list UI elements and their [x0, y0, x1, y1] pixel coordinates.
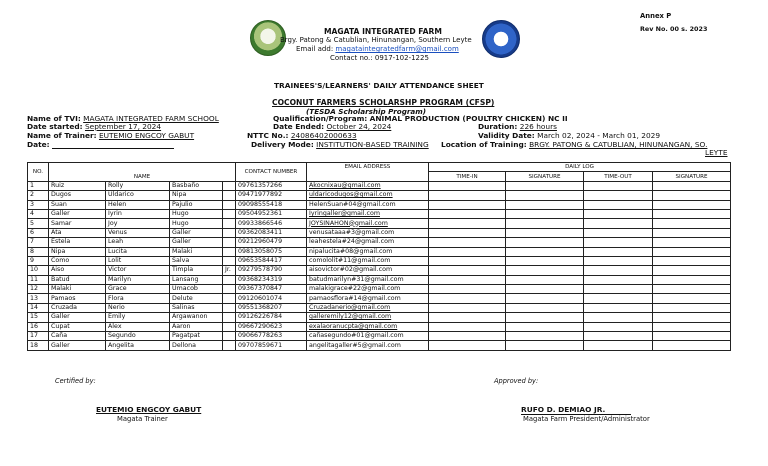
email-address: angelitagaller#5@gmail.com — [307, 341, 429, 350]
header-name: NAME — [49, 163, 236, 182]
table-row — [28, 332, 731, 341]
table-row — [28, 191, 731, 200]
last-name: Caña — [49, 332, 106, 341]
signature-in-cell[interactable] — [506, 341, 584, 350]
contact-number: 09126226784 — [236, 313, 307, 322]
time-in-cell[interactable] — [429, 200, 506, 209]
contact-number: 09551368207 — [236, 303, 307, 312]
signature-out-cell[interactable] — [653, 238, 731, 247]
qualification-label: Qualification/Program: — [273, 114, 368, 123]
contact-number: 09098555418 — [236, 200, 307, 209]
row-number: 10 — [28, 266, 49, 275]
name-suffix — [223, 256, 236, 265]
middle-name: Galler — [170, 238, 223, 247]
delivery-row — [251, 141, 429, 149]
location-value-cont: LEYTE — [705, 148, 728, 157]
name-suffix — [223, 275, 236, 284]
email-address: comololit#11@gmail.com — [307, 256, 429, 265]
first-name: Rolly — [106, 181, 170, 190]
table-row — [28, 285, 731, 294]
signature-out-cell[interactable] — [653, 285, 731, 294]
middle-name: Timpla — [170, 266, 223, 275]
signature-out-cell[interactable] — [653, 181, 731, 190]
first-name: Leah — [106, 238, 170, 247]
table-row — [28, 256, 731, 265]
signature-in-cell[interactable] — [506, 303, 584, 312]
validity-label: Validity Date: — [478, 131, 535, 140]
email-address: malakigrace#22@gmail.com — [307, 285, 429, 294]
last-name: Pamaos — [49, 294, 106, 303]
time-in-cell[interactable] — [429, 303, 506, 312]
email-address: JOYSINAHON@gmail.com — [307, 219, 429, 228]
time-out-cell[interactable] — [584, 341, 653, 350]
email-address: HelenSuan#04@gmail.com — [307, 200, 429, 209]
middle-name: Hugo — [170, 219, 223, 228]
first-name: Emily — [106, 313, 170, 322]
last-name: Como — [49, 256, 106, 265]
table-row — [28, 209, 731, 218]
time-out-cell[interactable] — [584, 332, 653, 341]
time-in-cell[interactable] — [429, 181, 506, 190]
name-suffix — [223, 313, 236, 322]
signature-out-cell[interactable] — [653, 266, 731, 275]
time-in-cell[interactable] — [429, 285, 506, 294]
trainer-value: EUTEMIO ENGCOY GABUT — [98, 131, 195, 140]
signature-in-cell[interactable] — [506, 322, 584, 331]
first-name: Uldarico — [106, 191, 170, 200]
row-number: 9 — [28, 256, 49, 265]
nttc-row — [247, 132, 357, 140]
location-value: BRGY. PATONG & CATUBLIAN, HINUNANGAN, SO. — [529, 140, 708, 149]
delivery-label: Delivery Mode: — [251, 140, 314, 149]
name-suffix — [223, 247, 236, 256]
tvi-value: MAGATA INTEGRATED FARM SCHOOL — [83, 114, 219, 123]
contact-number: 09761357266 — [236, 181, 307, 190]
row-number: 2 — [28, 191, 49, 200]
date-started-row — [27, 123, 161, 131]
signature-in-cell[interactable] — [506, 238, 584, 247]
time-in-cell[interactable] — [429, 294, 506, 303]
time-out-cell[interactable] — [584, 285, 653, 294]
email-address: leahestela#24@gmail.com — [307, 238, 429, 247]
time-in-cell[interactable] — [429, 228, 506, 237]
middle-name: Argawanon — [170, 313, 223, 322]
signature-out-cell[interactable] — [653, 219, 731, 228]
signature-out-cell[interactable] — [653, 303, 731, 312]
first-name: Lucita — [106, 247, 170, 256]
time-in-cell[interactable] — [429, 238, 506, 247]
time-in-cell[interactable] — [429, 266, 506, 275]
approver-title: Magata Farm President/Administrator — [523, 415, 650, 423]
date-started-value: September 17, 2024 — [84, 122, 162, 131]
validity-value: March 02, 2024 - March 01, 2029 — [537, 131, 661, 140]
first-name: Joy — [106, 219, 170, 228]
first-name: Alex — [106, 322, 170, 331]
time-in-cell[interactable] — [429, 219, 506, 228]
table-row — [28, 200, 731, 209]
table-row — [28, 294, 731, 303]
row-number: 18 — [28, 341, 49, 350]
last-name: Cruzada — [49, 303, 106, 312]
sheet-title: TRAINEES'S/LEARNERS' DAILY ATTENDANCE SHEET — [274, 81, 484, 90]
middle-name: Lansang — [170, 275, 223, 284]
annex-label: Annex P — [640, 12, 672, 20]
contact-number: 09667290623 — [236, 322, 307, 331]
middle-name: Salinas — [170, 303, 223, 312]
middle-name: Dellona — [170, 341, 223, 350]
name-suffix — [223, 294, 236, 303]
first-name: Lolit — [106, 256, 170, 265]
row-number: 17 — [28, 332, 49, 341]
row-number: 3 — [28, 200, 49, 209]
table-row — [28, 219, 731, 228]
first-name: Iyrin — [106, 209, 170, 218]
certified-label: Certified by: — [55, 377, 96, 385]
location-label: Location of Training: — [441, 140, 527, 149]
email-address: exalaoranucpta@gmail.com — [307, 322, 429, 331]
signature-in-cell[interactable] — [506, 191, 584, 200]
time-in-cell[interactable] — [429, 332, 506, 341]
last-name: Malaki — [49, 285, 106, 294]
name-suffix — [223, 200, 236, 209]
tvi-label: Name of TVI: — [27, 114, 81, 123]
time-out-cell[interactable] — [584, 275, 653, 284]
signature-out-cell[interactable] — [653, 247, 731, 256]
org-email-label: Email add: — [296, 45, 334, 53]
last-name: Suan — [49, 200, 106, 209]
org-contact: Contact no.: 0917-102-1225 — [330, 54, 429, 62]
contact-number: 09933866546 — [236, 219, 307, 228]
table-row — [28, 322, 731, 331]
row-number: 6 — [28, 228, 49, 237]
signature-in-cell[interactable] — [506, 181, 584, 190]
time-out-cell[interactable] — [584, 200, 653, 209]
signature-in-cell[interactable] — [506, 266, 584, 275]
qualification-value: ANIMAL PRODUCTION (POULTRY CHICKEN) NC II — [369, 114, 568, 123]
name-suffix — [223, 181, 236, 190]
signature-in-cell[interactable] — [506, 228, 584, 237]
first-name: Grace — [106, 285, 170, 294]
row-number: 12 — [28, 285, 49, 294]
validity-row — [478, 132, 660, 140]
contact-number: 09471977892 — [236, 191, 307, 200]
email-address: Akocnixau@gmail.com — [307, 181, 429, 190]
time-out-cell[interactable] — [584, 266, 653, 275]
email-address: aisovictor#02@gmail.com — [307, 266, 429, 275]
contact-number: 09707859671 — [236, 341, 307, 350]
contact-number: 09066778263 — [236, 332, 307, 341]
first-name: Nerio — [106, 303, 170, 312]
table-row — [28, 247, 731, 256]
approver-name: RUFO D. DEMIAO JR. — [521, 405, 631, 415]
middle-name: Salva — [170, 256, 223, 265]
signature-out-cell[interactable] — [653, 294, 731, 303]
time-in-cell[interactable] — [429, 322, 506, 331]
row-number: 5 — [28, 219, 49, 228]
last-name: Samar — [49, 219, 106, 228]
contact-number: 09120601074 — [236, 294, 307, 303]
table-row — [28, 181, 731, 190]
contact-number: 09368234319 — [236, 275, 307, 284]
header-email: EMAIL ADDRESS — [307, 163, 429, 182]
header-contact: CONTACT NUMBER — [236, 163, 307, 182]
middle-name: Galler — [170, 228, 223, 237]
time-out-cell[interactable] — [584, 209, 653, 218]
email-address: Iyringaller@gmail.com — [307, 209, 429, 218]
signature-out-cell[interactable] — [653, 332, 731, 341]
org-email-line — [296, 45, 459, 53]
signature-out-cell[interactable] — [653, 209, 731, 218]
name-suffix — [223, 209, 236, 218]
time-out-cell[interactable] — [584, 191, 653, 200]
middle-name: Pagatpat — [170, 332, 223, 341]
middle-name: Nipa — [170, 191, 223, 200]
attendance-table — [27, 162, 731, 351]
org-address: Brgy. Patong & Catublian, Hinunangan, Southern Leyte — [280, 36, 472, 44]
delivery-value: INSTITUTION-BASED TRAINING — [316, 140, 429, 149]
header-no: NO. — [28, 163, 49, 182]
duration-label: Duration: — [478, 122, 518, 131]
first-name: Helen — [106, 200, 170, 209]
last-name: Galler — [49, 313, 106, 322]
name-suffix — [223, 228, 236, 237]
name-suffix — [223, 341, 236, 350]
certifier-title: Magata Trainer — [117, 415, 168, 423]
date-ended-row — [273, 123, 391, 131]
last-name: Nipa — [49, 247, 106, 256]
name-suffix — [223, 238, 236, 247]
signature-in-cell[interactable] — [506, 285, 584, 294]
signature-out-cell[interactable] — [653, 341, 731, 350]
last-name: Dugos — [49, 191, 106, 200]
header-signature-in: SIGNATURE — [506, 172, 584, 181]
name-suffix — [223, 303, 236, 312]
email-address: cañasegundo#01@gmail.com — [307, 332, 429, 341]
date-ended-label: Date Ended: — [273, 122, 325, 131]
signature-in-cell[interactable] — [506, 275, 584, 284]
first-name: Flora — [106, 294, 170, 303]
contact-number: 09367370847 — [236, 285, 307, 294]
trainer-row — [27, 132, 194, 140]
email-address: nipalucita#08@gmail.com — [307, 247, 429, 256]
time-in-cell[interactable] — [429, 313, 506, 322]
email-address: galleremily12@gmail.com — [307, 313, 429, 322]
date-blank — [52, 142, 174, 149]
last-name: Cupat — [49, 322, 106, 331]
signature-in-cell[interactable] — [506, 256, 584, 265]
header-daily-log: DAILY LOG — [429, 163, 731, 172]
date-started-label: Date started: — [27, 122, 83, 131]
contact-number: 09362083411 — [236, 228, 307, 237]
contact-number: 09212960479 — [236, 238, 307, 247]
date-row — [27, 141, 174, 149]
middle-name: Basbaño — [170, 181, 223, 190]
email-address: uldaricodugos@gmail.com — [307, 191, 429, 200]
signature-out-cell[interactable] — [653, 322, 731, 331]
signature-in-cell[interactable] — [506, 294, 584, 303]
last-name: Galler — [49, 341, 106, 350]
signature-in-cell[interactable] — [506, 247, 584, 256]
duration-row — [478, 123, 557, 131]
middle-name: Umacob — [170, 285, 223, 294]
signature-out-cell[interactable] — [653, 191, 731, 200]
table-row — [28, 238, 731, 247]
time-out-cell[interactable] — [584, 238, 653, 247]
trainer-label: Name of Trainer: — [27, 131, 97, 140]
table-row — [28, 275, 731, 284]
header-time-in: TIME-IN — [429, 172, 506, 181]
header-signature-out: SIGNATURE — [653, 172, 731, 181]
contact-number: 09653584417 — [236, 256, 307, 265]
row-number: 15 — [28, 313, 49, 322]
middle-name: Hugo — [170, 209, 223, 218]
middle-name: Pajulio — [170, 200, 223, 209]
row-number: 4 — [28, 209, 49, 218]
first-name: Marilyn — [106, 275, 170, 284]
first-name: Angelita — [106, 341, 170, 350]
signature-out-cell[interactable] — [653, 228, 731, 237]
signature-in-cell[interactable] — [506, 209, 584, 218]
signature-in-cell[interactable] — [506, 332, 584, 341]
org-email-link[interactable]: magataintegratedfarm@gmail.com — [335, 45, 459, 53]
email-address: pamaosflora#14@gmail.com — [307, 294, 429, 303]
last-name: Ruiz — [49, 181, 106, 190]
table-row — [28, 228, 731, 237]
row-number: 11 — [28, 275, 49, 284]
signature-out-cell[interactable] — [653, 256, 731, 265]
contact-number: 09279578790 — [236, 266, 307, 275]
email-address: Cruzadanerio@gmail.com — [307, 303, 429, 312]
name-suffix — [223, 191, 236, 200]
program-title: COCONUT FARMERS SCHOLARSHP PROGRAM (CFSP) — [272, 98, 495, 107]
signature-in-cell[interactable] — [506, 313, 584, 322]
program-subtitle: (TESDA Scholarship Program) — [306, 107, 427, 116]
attendance-rows — [28, 181, 731, 350]
time-in-cell[interactable] — [429, 256, 506, 265]
signature-out-cell[interactable] — [653, 200, 731, 209]
nttc-label: NTTC No.: — [247, 131, 289, 140]
time-out-cell[interactable] — [584, 294, 653, 303]
name-suffix — [223, 332, 236, 341]
time-out-cell[interactable] — [584, 322, 653, 331]
time-out-cell[interactable] — [584, 247, 653, 256]
signature-out-cell[interactable] — [653, 275, 731, 284]
nttc-value: 24086402000633 — [290, 131, 357, 140]
org-name: MAGATA INTEGRATED FARM — [324, 27, 442, 36]
time-in-cell[interactable] — [429, 247, 506, 256]
time-out-cell[interactable] — [584, 228, 653, 237]
table-row — [28, 266, 731, 275]
middle-name: Malaki — [170, 247, 223, 256]
signature-out-cell[interactable] — [653, 313, 731, 322]
time-out-cell[interactable] — [584, 256, 653, 265]
last-name: Aiso — [49, 266, 106, 275]
contact-number: 09813058075 — [236, 247, 307, 256]
location-row — [441, 141, 707, 149]
table-row — [28, 303, 731, 312]
revision-label: Rev No. 00 s. 2023 — [640, 25, 708, 33]
certifier-name: EUTEMIO ENGCOY GABUT — [96, 405, 202, 414]
time-in-cell[interactable] — [429, 341, 506, 350]
first-name: Venus — [106, 228, 170, 237]
time-out-cell[interactable] — [584, 219, 653, 228]
date-ended-value: October 24, 2024 — [326, 122, 392, 131]
time-out-cell[interactable] — [584, 313, 653, 322]
table-row — [28, 341, 731, 350]
middle-name: Aaron — [170, 322, 223, 331]
row-number: 14 — [28, 303, 49, 312]
row-number: 16 — [28, 322, 49, 331]
time-out-cell[interactable] — [584, 303, 653, 312]
name-suffix: Jr. — [223, 266, 236, 275]
row-number: 1 — [28, 181, 49, 190]
row-number: 8 — [28, 247, 49, 256]
signature-in-cell[interactable] — [506, 200, 584, 209]
table-row — [28, 313, 731, 322]
header-time-out: TIME-OUT — [584, 172, 653, 181]
duration-value: 226 hours — [519, 122, 557, 131]
first-name: Victor — [106, 266, 170, 275]
first-name: Segundo — [106, 332, 170, 341]
time-out-cell[interactable] — [584, 181, 653, 190]
tesda-logo — [482, 20, 520, 58]
signature-in-cell[interactable] — [506, 219, 584, 228]
last-name: Galler — [49, 209, 106, 218]
approved-label: Approved by: — [494, 377, 539, 385]
time-in-cell[interactable] — [429, 275, 506, 284]
contact-number: 09504952361 — [236, 209, 307, 218]
date-label: Date: — [27, 140, 50, 149]
last-name: Estela — [49, 238, 106, 247]
last-name: Batud — [49, 275, 106, 284]
row-number: 7 — [28, 238, 49, 247]
email-address: venusataaa#3@gmail.com — [307, 228, 429, 237]
time-in-cell[interactable] — [429, 209, 506, 218]
time-in-cell[interactable] — [429, 191, 506, 200]
email-address: batudmarilyn#31@gmail.com — [307, 275, 429, 284]
middle-name: Delute — [170, 294, 223, 303]
name-suffix — [223, 285, 236, 294]
name-suffix — [223, 322, 236, 331]
name-suffix — [223, 219, 236, 228]
row-number: 13 — [28, 294, 49, 303]
last-name: Ata — [49, 228, 106, 237]
